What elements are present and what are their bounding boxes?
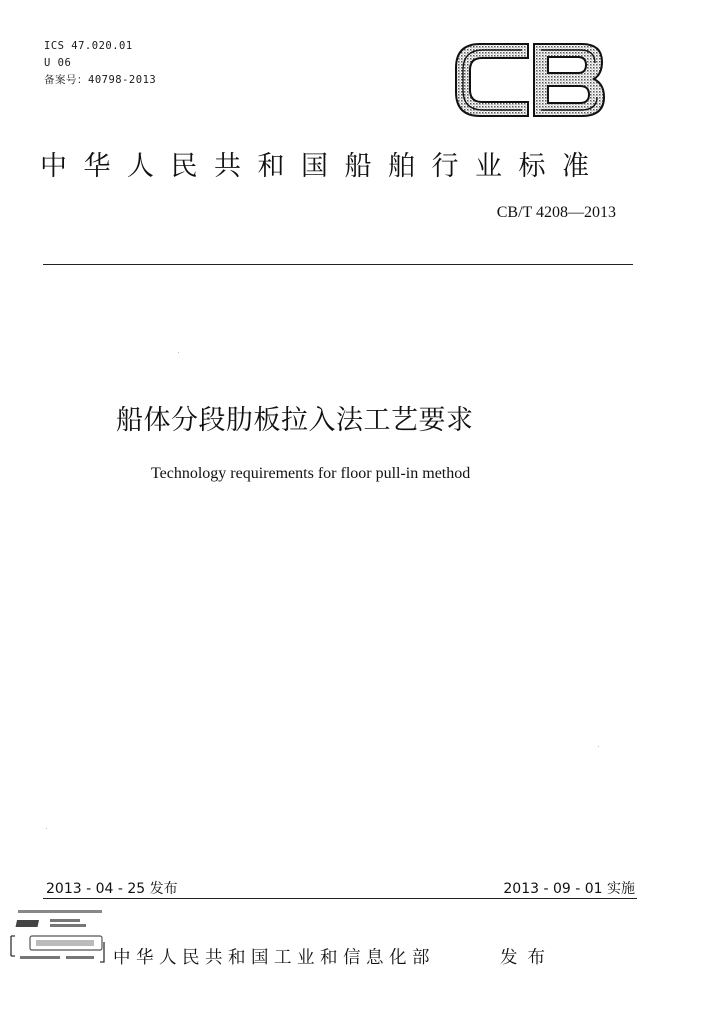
standard-number: CB/T 4208—2013 bbox=[496, 204, 616, 221]
classification-code: U 06 bbox=[44, 57, 72, 69]
document-metadata bbox=[44, 38, 156, 89]
document-title-cn: 船体分段肋板拉入法工艺要求 bbox=[116, 405, 474, 436]
scan-speck bbox=[178, 352, 179, 353]
publisher-name: 中华人民共和国工业和信息化部 bbox=[113, 948, 435, 968]
industry-standard-name: 中华人民共和国船舶行业标准 bbox=[40, 151, 606, 182]
certification-stamp-icon bbox=[10, 906, 106, 968]
header-divider bbox=[43, 264, 633, 265]
implementation-date: 2013 - 09 - 01 实施 bbox=[503, 881, 635, 897]
footer-divider bbox=[43, 898, 637, 899]
ics-code: ICS 47.020.01 bbox=[44, 40, 133, 52]
publish-label: 发布 bbox=[500, 948, 555, 968]
scan-speck bbox=[46, 828, 47, 829]
filing-number: 备案号：40798-2013 bbox=[44, 74, 157, 86]
issue-date: 2013 - 04 - 25 发布 bbox=[46, 881, 178, 897]
cb-logo-icon bbox=[452, 40, 608, 120]
document-title-en: Technology requirements for floor pull-in method bbox=[151, 465, 471, 482]
scan-speck bbox=[598, 746, 599, 747]
